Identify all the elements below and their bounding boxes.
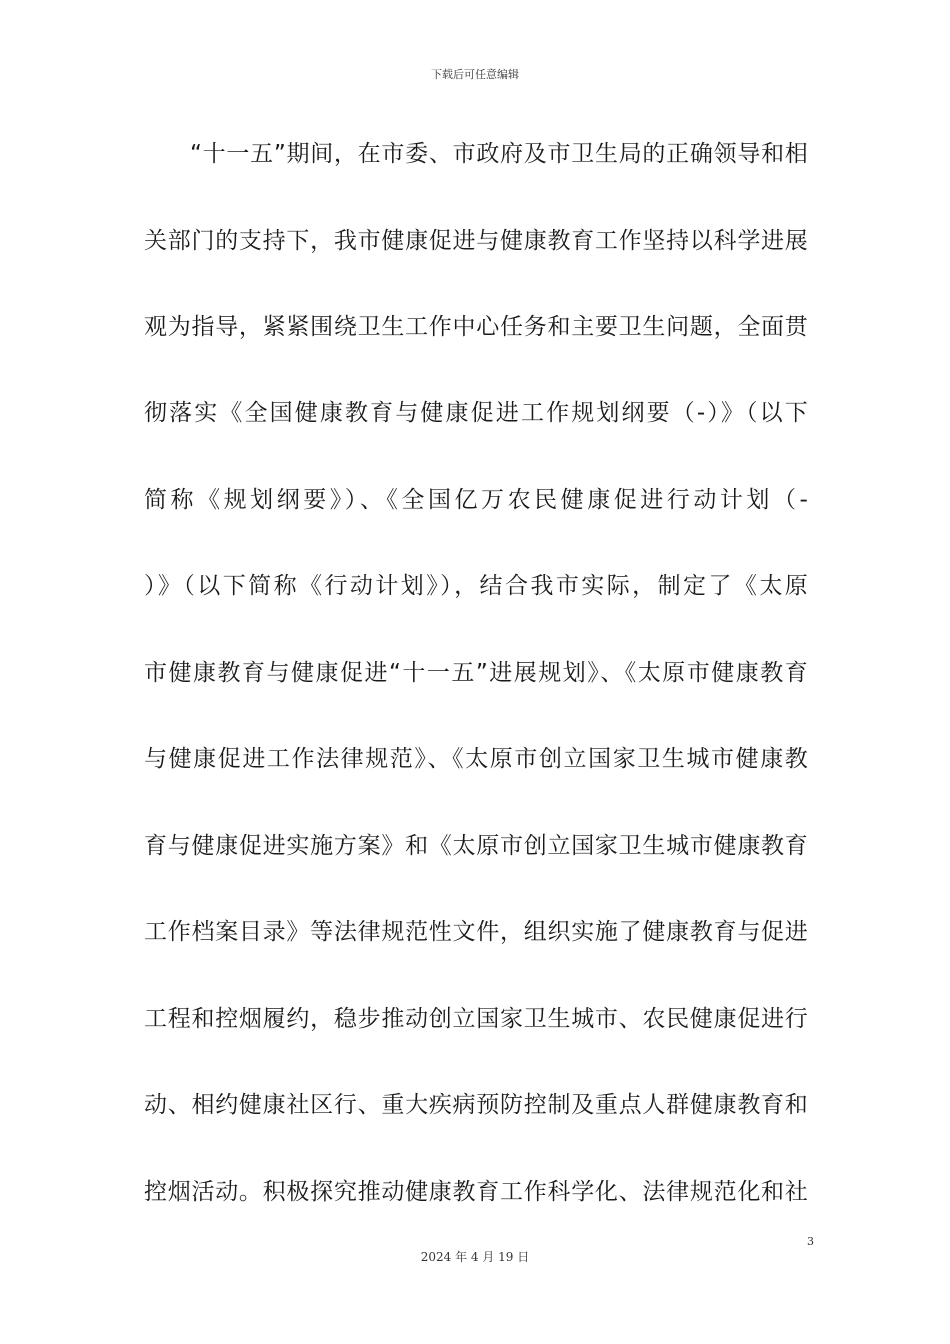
paragraph-line: 动、相约健康社区行、重大疾病预防控制及重点人群健康教育和 [144,1092,808,1118]
paragraph-line: 市健康教育与健康促进“十一五”进展规划》、《太原市健康教育 [144,660,808,686]
paragraph-line: 与健康促进工作法律规范》、《太原市创立国家卫生城市健康教 [144,746,808,772]
page-footer-date: 2024 年 4 月 19 日 [420,1250,530,1264]
paragraph-line: 控烟活动。积极探究推动健康教育工作科学化、法律规范化和社 [144,1179,808,1205]
paragraph-line: 工作档案目录》等法律规范性文件，组织实施了健康教育与促进 [144,919,808,945]
page-number: 3 [807,1235,814,1248]
page-header: 下载后可任意编辑 [431,68,519,81]
paragraph-line: 简称《规划纲要》）、《全国亿万农民健康促进行动计划（- [144,487,808,513]
paragraph-line: 育与健康促进实施方案》和《太原市创立国家卫生城市健康教育 [144,833,808,859]
paragraph-line: ）》（以下简称《行动计划》），结合我市实际，制定了《太原 [144,573,808,599]
paragraph-line: 关部门的支持下，我市健康促进与健康教育工作坚持以科学进展 [144,228,808,254]
paragraph-line: 彻落实《全国健康教育与健康促进工作规划纲要（-）》（以下 [144,400,808,426]
paragraph-line: 观为指导，紧紧围绕卫生工作中心任务和主要卫生问题，全面贯 [144,314,808,340]
paragraph-line: “十一五”期间，在市委、市政府及市卫生局的正确领导和相 [190,141,808,167]
paragraph-line: 工程和控烟履约，稳步推动创立国家卫生城市、农民健康促进行 [144,1006,808,1032]
